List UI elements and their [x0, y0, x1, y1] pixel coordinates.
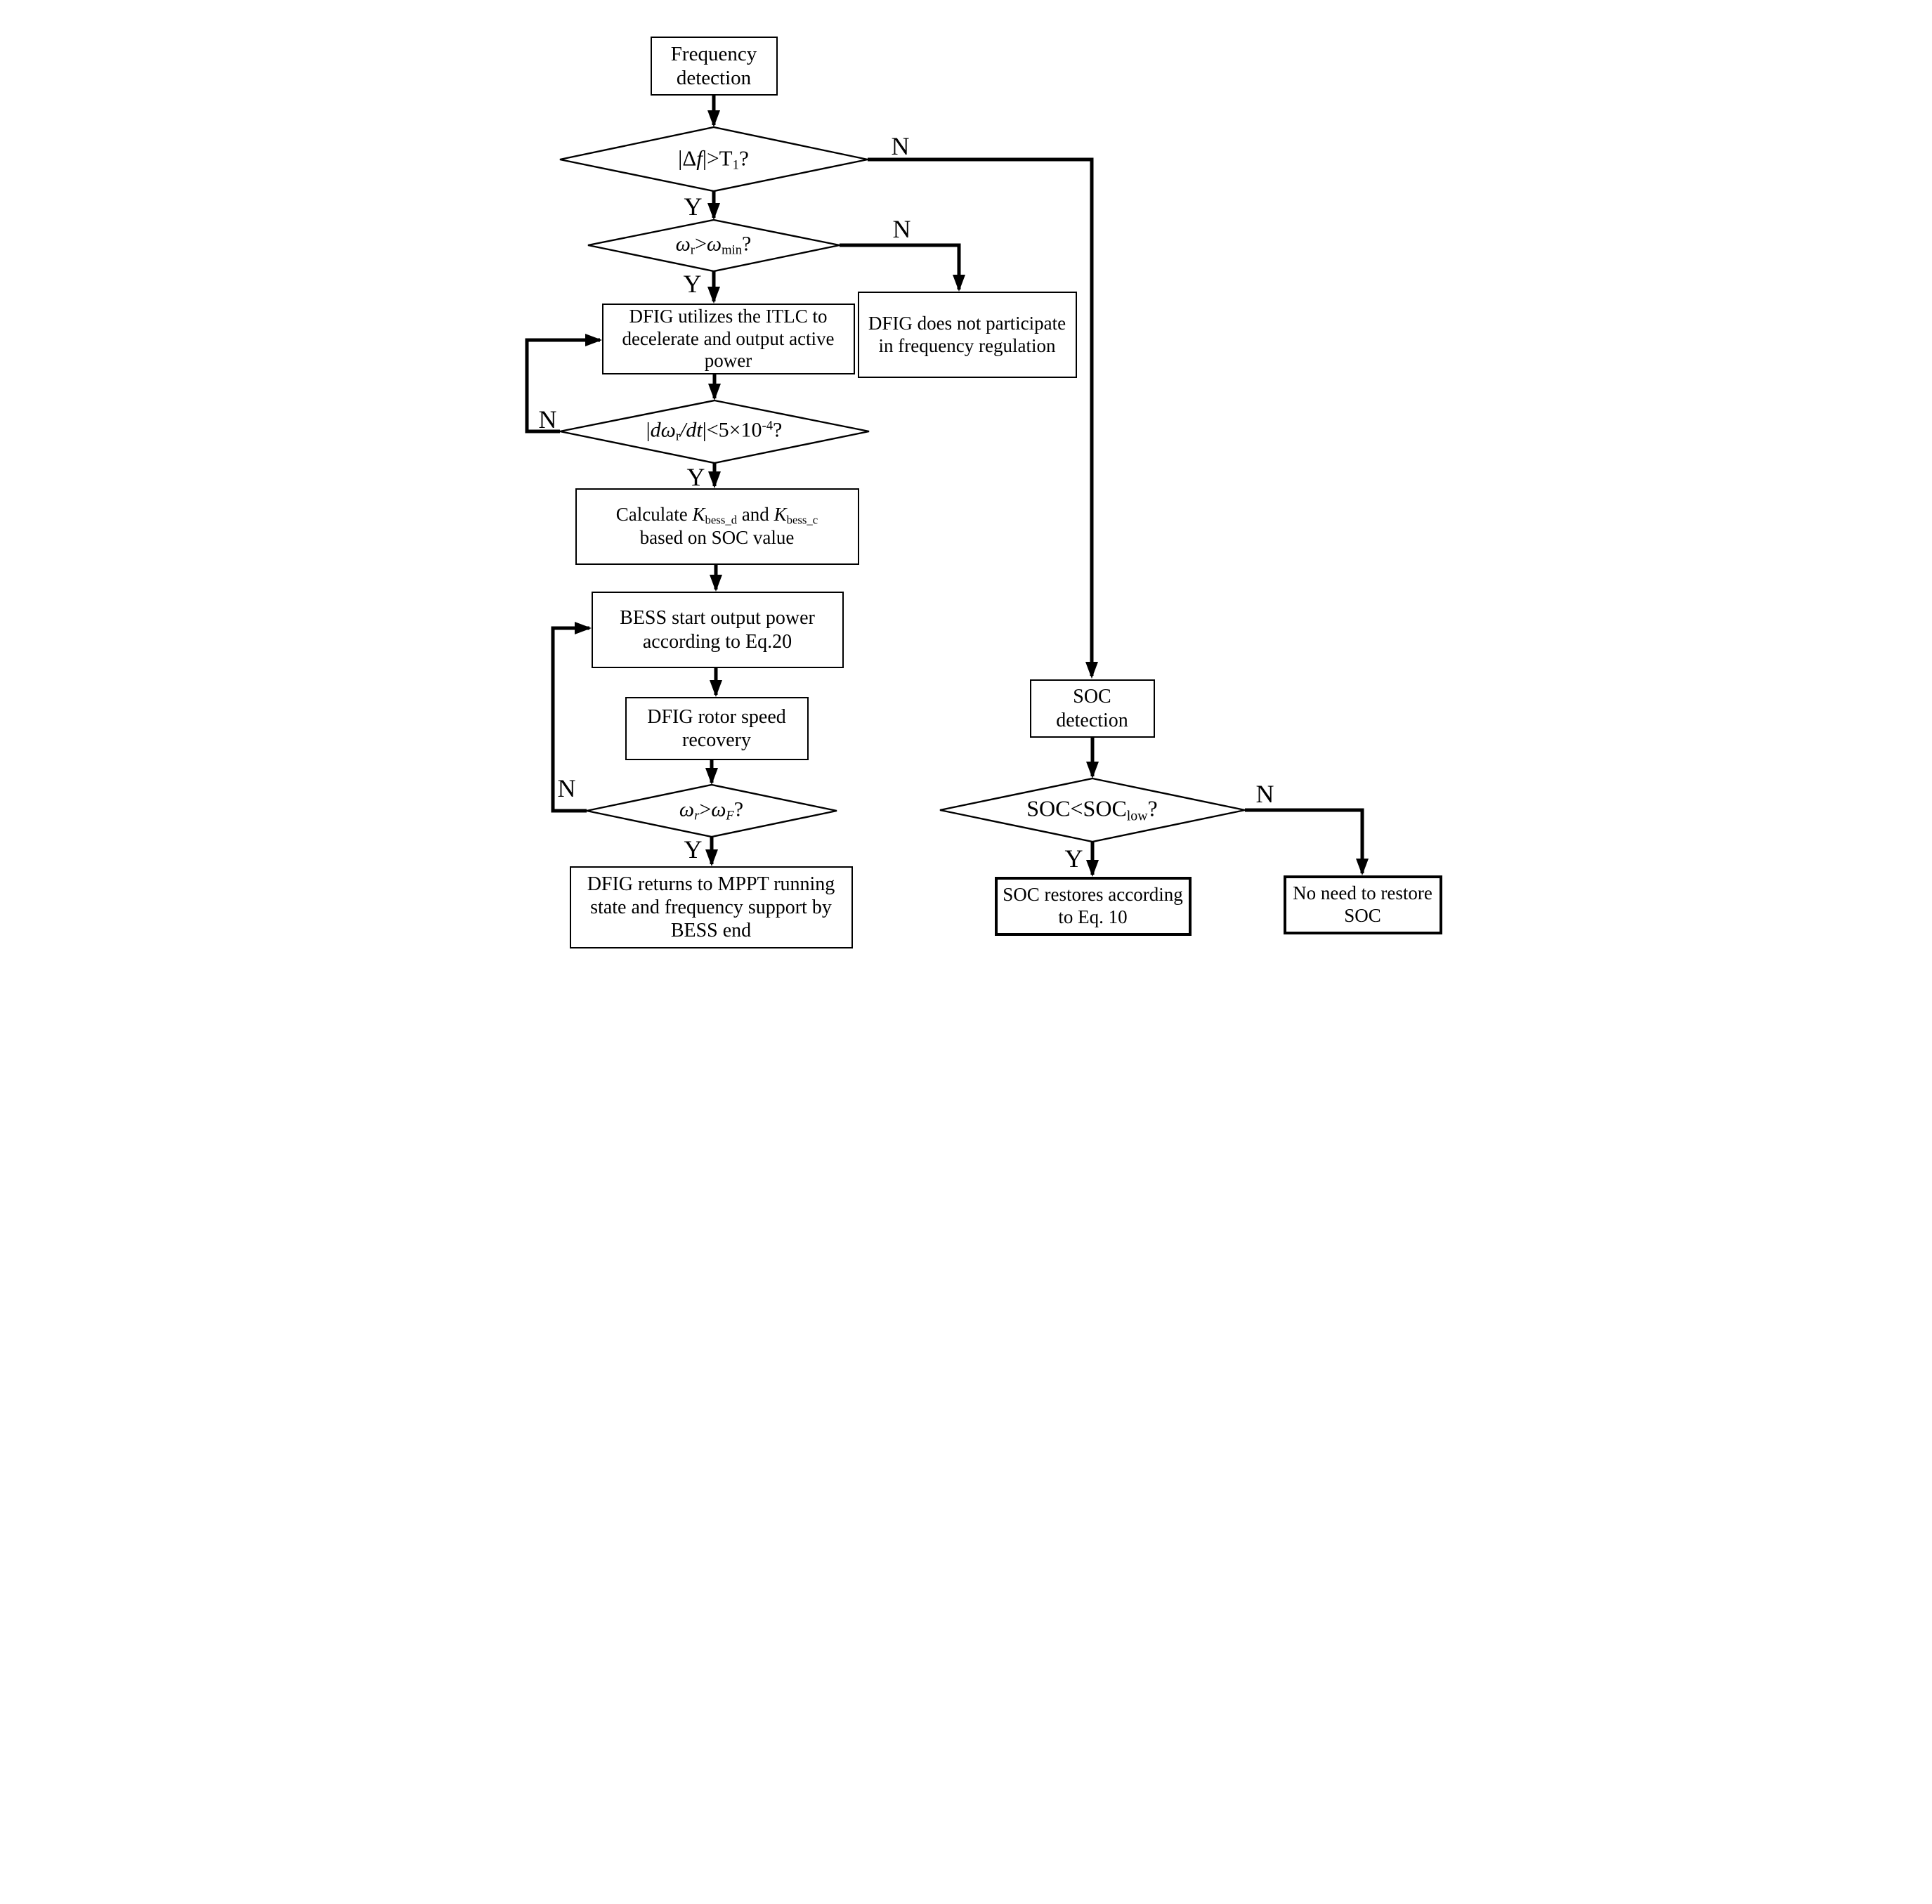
- flow-connectors: [483, 0, 1449, 952]
- arrowhead: [707, 203, 720, 220]
- text-part: |<5×10: [702, 418, 762, 442]
- flow-line-no-branch-2: [840, 245, 959, 289]
- text-part: ?: [742, 232, 752, 256]
- yes-label-soc-low: Y: [1064, 845, 1083, 873]
- omega-subscript: r: [694, 808, 700, 823]
- omega-symbol: ω: [675, 232, 691, 256]
- dt-symbol: /dt: [680, 418, 703, 442]
- calculate-kbess-label: [616, 504, 818, 549]
- flowchart-canvas: [483, 0, 1449, 952]
- arrowhead: [953, 275, 965, 292]
- decision-rotor-speed-f-label: [679, 797, 743, 823]
- t-subscript: 1: [732, 157, 740, 173]
- omega-symbol: ω: [711, 797, 726, 821]
- flow-line-no-branch-3: [1245, 810, 1362, 873]
- omega-symbol: ω: [706, 232, 722, 256]
- arrowhead: [705, 849, 718, 866]
- frequency-detection-label: Frequency detection: [670, 42, 757, 89]
- k-symbol: K: [692, 503, 705, 525]
- text-part: |>T: [702, 145, 733, 171]
- no-restore-box: [1284, 875, 1442, 934]
- calculate-kbess-box: [575, 488, 859, 565]
- dfig-no-participation-label: DFIG does not participate in frequency regulation: [868, 312, 1066, 356]
- arrowhead: [575, 622, 592, 634]
- frequency-detection-box: [651, 37, 778, 96]
- k-subscript: bess_c: [786, 513, 818, 527]
- soc-detection-label: SOC detection: [1056, 686, 1128, 731]
- f-symbol: f: [696, 145, 703, 171]
- arrowhead: [1086, 762, 1099, 778]
- dfig-mppt-box: [570, 866, 853, 948]
- arrowhead: [710, 575, 722, 592]
- text-part: ?: [773, 418, 783, 442]
- arrowhead: [1085, 662, 1098, 679]
- rotor-recovery-label: DFIG rotor speed recovery: [647, 705, 786, 751]
- no-label-rotor-speed-min: N: [892, 215, 911, 243]
- text-part: Calculate: [615, 503, 693, 525]
- dfig-mppt-label: DFIG returns to MPPT running state and frequency support by BESS end: [587, 873, 835, 942]
- arrowhead: [707, 287, 720, 304]
- omega-subscript: r: [675, 429, 681, 444]
- yes-label-rotor-decel: Y: [686, 463, 705, 491]
- decision-rotor-decel-label: [646, 418, 783, 444]
- dfig-itlc-box: [602, 304, 855, 374]
- no-restore-label: No need to restore SOC: [1293, 882, 1432, 926]
- text-part: ?: [1147, 795, 1158, 821]
- rotor-recovery-box: [625, 697, 809, 760]
- soc-restores-label: SOC restores according to Eq. 10: [1003, 884, 1183, 927]
- exponent: -4: [762, 418, 774, 433]
- text-part: |: [646, 418, 651, 442]
- arrowhead: [710, 680, 722, 697]
- dfig-itlc-label: DFIG utilizes the ITLC to decelerate and output active power: [622, 305, 835, 372]
- yes-label-freq-threshold: Y: [684, 193, 703, 221]
- text-part: >: [699, 797, 712, 821]
- arrowhead: [1086, 860, 1099, 877]
- text-part: |Δ: [678, 145, 697, 171]
- text-part: ?: [733, 797, 744, 821]
- decision-soc-low-label: [1026, 796, 1158, 825]
- arrowhead: [585, 334, 602, 346]
- dfig-no-participation-box: [858, 292, 1077, 378]
- arrowhead: [708, 384, 721, 400]
- soc-detection-box: [1030, 679, 1155, 738]
- text-part: >: [695, 232, 707, 256]
- text-part: based on SOC value: [639, 527, 795, 549]
- omega-symbol: ω: [679, 797, 695, 821]
- k-symbol: K: [774, 503, 787, 525]
- text-part: and: [737, 503, 774, 525]
- flow-line-no-loop-1: [527, 340, 600, 431]
- arrowhead: [1356, 859, 1369, 875]
- soc-subscript: low: [1126, 808, 1148, 824]
- text-part: ?: [739, 145, 749, 171]
- arrowhead: [708, 471, 721, 488]
- k-subscript: bess_d: [705, 513, 738, 527]
- no-label-freq-threshold: N: [891, 132, 910, 160]
- decision-freq-threshold-label: [678, 145, 749, 173]
- yes-label-rotor-speed-f: Y: [684, 835, 703, 863]
- bess-output-box: [592, 592, 844, 668]
- yes-label-rotor-speed-min: Y: [683, 270, 702, 298]
- soc-restores-box: [995, 877, 1192, 936]
- no-label-rotor-decel: N: [538, 405, 557, 433]
- bess-output-label: BESS start output power according to Eq.20: [620, 607, 815, 653]
- decision-rotor-speed-min-label: [676, 232, 752, 258]
- omega-subscript: r: [690, 242, 696, 258]
- arrowhead: [707, 110, 720, 127]
- domega-symbol: dω: [650, 418, 676, 442]
- omega-subscript: min: [722, 242, 743, 258]
- no-label-rotor-speed-f: N: [557, 774, 576, 802]
- omega-subscript: F: [726, 808, 734, 823]
- arrowhead: [705, 768, 718, 785]
- no-label-soc-low: N: [1255, 780, 1274, 808]
- text-part: SOC<SOC: [1026, 795, 1127, 821]
